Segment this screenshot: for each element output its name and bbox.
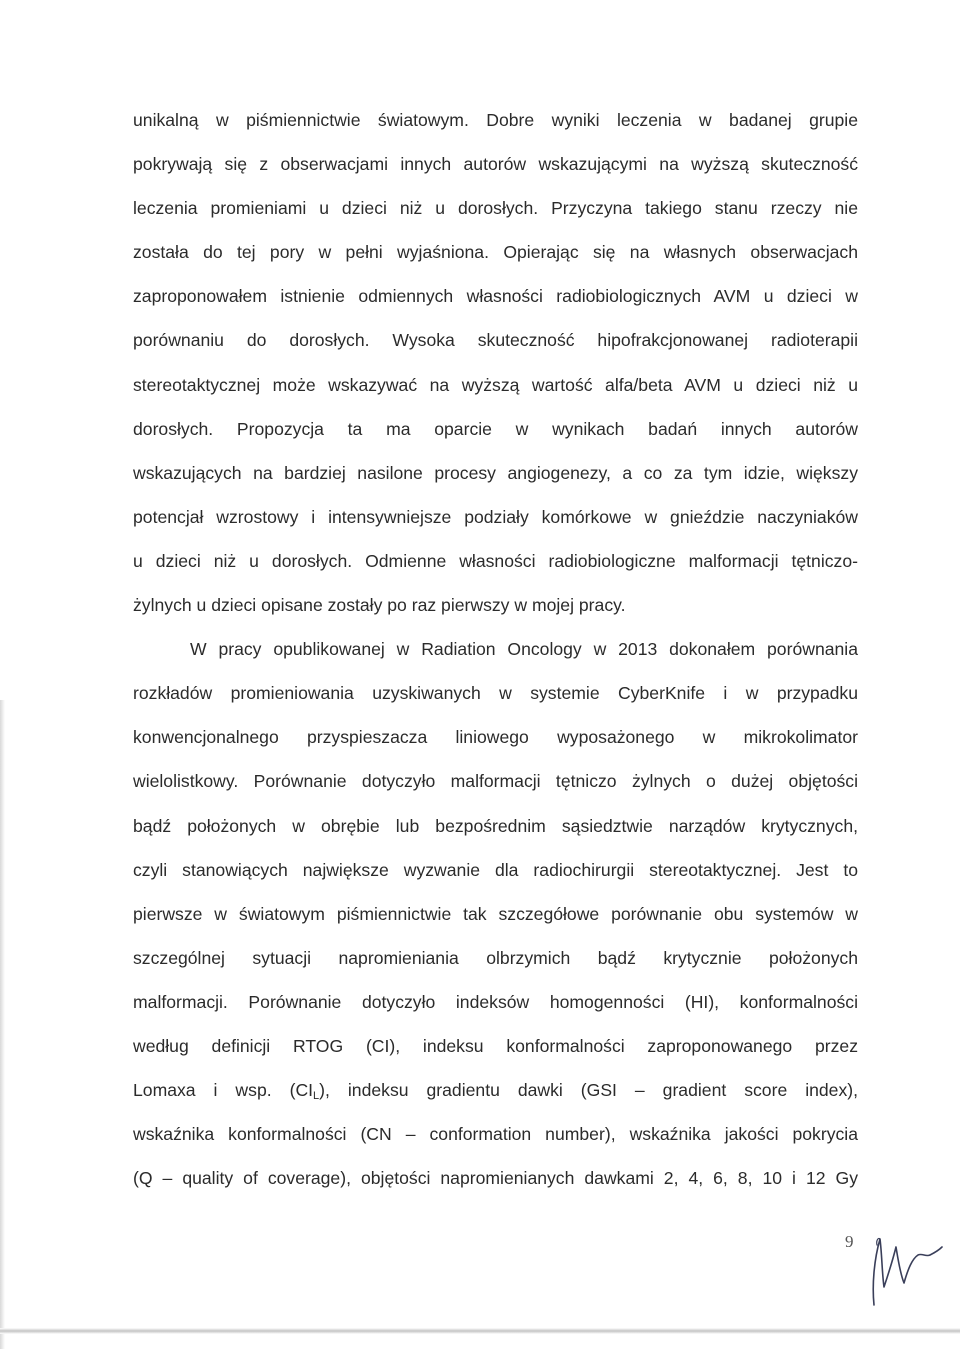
text-line: malformacji. Porównanie dotyczyło indeksów homogenności (HI), konformalności bbox=[133, 991, 858, 1012]
text-fragment: Lomaxa i wsp. (CI bbox=[133, 1080, 314, 1101]
text-line: została do tej pory w pełni wyjaśniona. Opierając się na własnych obserwacjach bbox=[133, 242, 858, 263]
paragraph-first-line: W pracy opublikowanej w Radiation Oncology w 2013 dokonałem porównania bbox=[190, 639, 858, 660]
scan-edge-shadow bbox=[0, 700, 5, 1349]
text-line: według definicji RTOG (CI), indeksu konformalności zaproponowanego przez bbox=[133, 1035, 858, 1056]
text-line: wskaźnika konformalności (CN – conformation number), wskaźnika jakości pokrycia bbox=[133, 1124, 858, 1145]
scan-bottom-line bbox=[0, 1328, 960, 1334]
text-line: potencjał wzrostowy i intensywniejsze podziały komórkowe w gnieździe naczyniaków bbox=[133, 506, 858, 527]
subscript-text: L bbox=[313, 1090, 320, 1103]
text-line: czyli stanowiących największe wyzwanie dla radiochirurgii stereotaktycznej. Jest to bbox=[133, 859, 858, 880]
text-fragment: ), indeksu gradientu dawki (GSI – gradient score index), bbox=[319, 1080, 859, 1101]
text-line: wielolistkowy. Porównanie dotyczyło malformacji tętniczo żylnych o dużej objętości bbox=[133, 771, 858, 792]
text-line: leczenia promieniami u dzieci niż u dorosłych. Przyczyna takiego stanu rzeczy nie bbox=[133, 198, 858, 219]
text-line: konwencjonalnego przyspieszacza liniowego wyposażonego w mikrokolimator bbox=[133, 727, 858, 748]
text-line: unikalną w piśmiennictwie światowym. Dobre wyniki leczenia w badanej grupie bbox=[133, 110, 858, 130]
text-line: pierwsze w światowym piśmiennictwie tak szczegółowe porównanie obu systemów w bbox=[133, 903, 858, 924]
text-line: wskazujących na bardziej nasilone procesy angiogenezy, a co za tym idzie, większy bbox=[133, 462, 858, 483]
text-line: bądź położonych w obrębie lub bezpośrednim sąsiedztwie narządów krytycznych, bbox=[133, 815, 858, 836]
text-line: dorosłych. Propozycja ta ma oparcie w wynikach badań innych autorów bbox=[133, 418, 858, 439]
body-text bbox=[133, 102, 858, 1204]
text-line: (Q – quality of coverage), objętości napromienianych dawkami 2, 4, 6, 8, 10 i 12 Gy bbox=[133, 1168, 858, 1189]
handwritten-signature bbox=[860, 1225, 944, 1315]
page-number: 9 bbox=[845, 1232, 854, 1251]
text-line: żylnych u dzieci opisane zostały po raz pierwszy w mojej pracy. bbox=[133, 595, 626, 616]
text-line: pokrywają się z obserwacjami innych autorów wskazującymi na wyższą skuteczność bbox=[133, 154, 858, 175]
text-line: stereotaktycznej może wskazywać na wyższą wartość alfa/beta AVM u dzieci niż u bbox=[133, 374, 858, 395]
text-line-with-subscript bbox=[133, 1072, 858, 1116]
text-line: szczególnej sytuacji napromieniania olbrzymich bądź krytycznie położonych bbox=[133, 947, 858, 968]
text-line: zaproponowałem istnienie odmiennych własności radiobiologicznych AVM u dzieci w bbox=[133, 286, 858, 307]
text-line: rozkładów promieniowania uzyskiwanych w systemie CyberKnife i w przypadku bbox=[133, 683, 858, 704]
text-line: porównaniu do dorosłych. Wysoka skuteczność hipofrakcjonowanej radioterapii bbox=[133, 330, 858, 351]
text-line: u dzieci niż u dorosłych. Odmienne własności radiobiologiczne malformacji tętniczo- bbox=[133, 550, 858, 571]
